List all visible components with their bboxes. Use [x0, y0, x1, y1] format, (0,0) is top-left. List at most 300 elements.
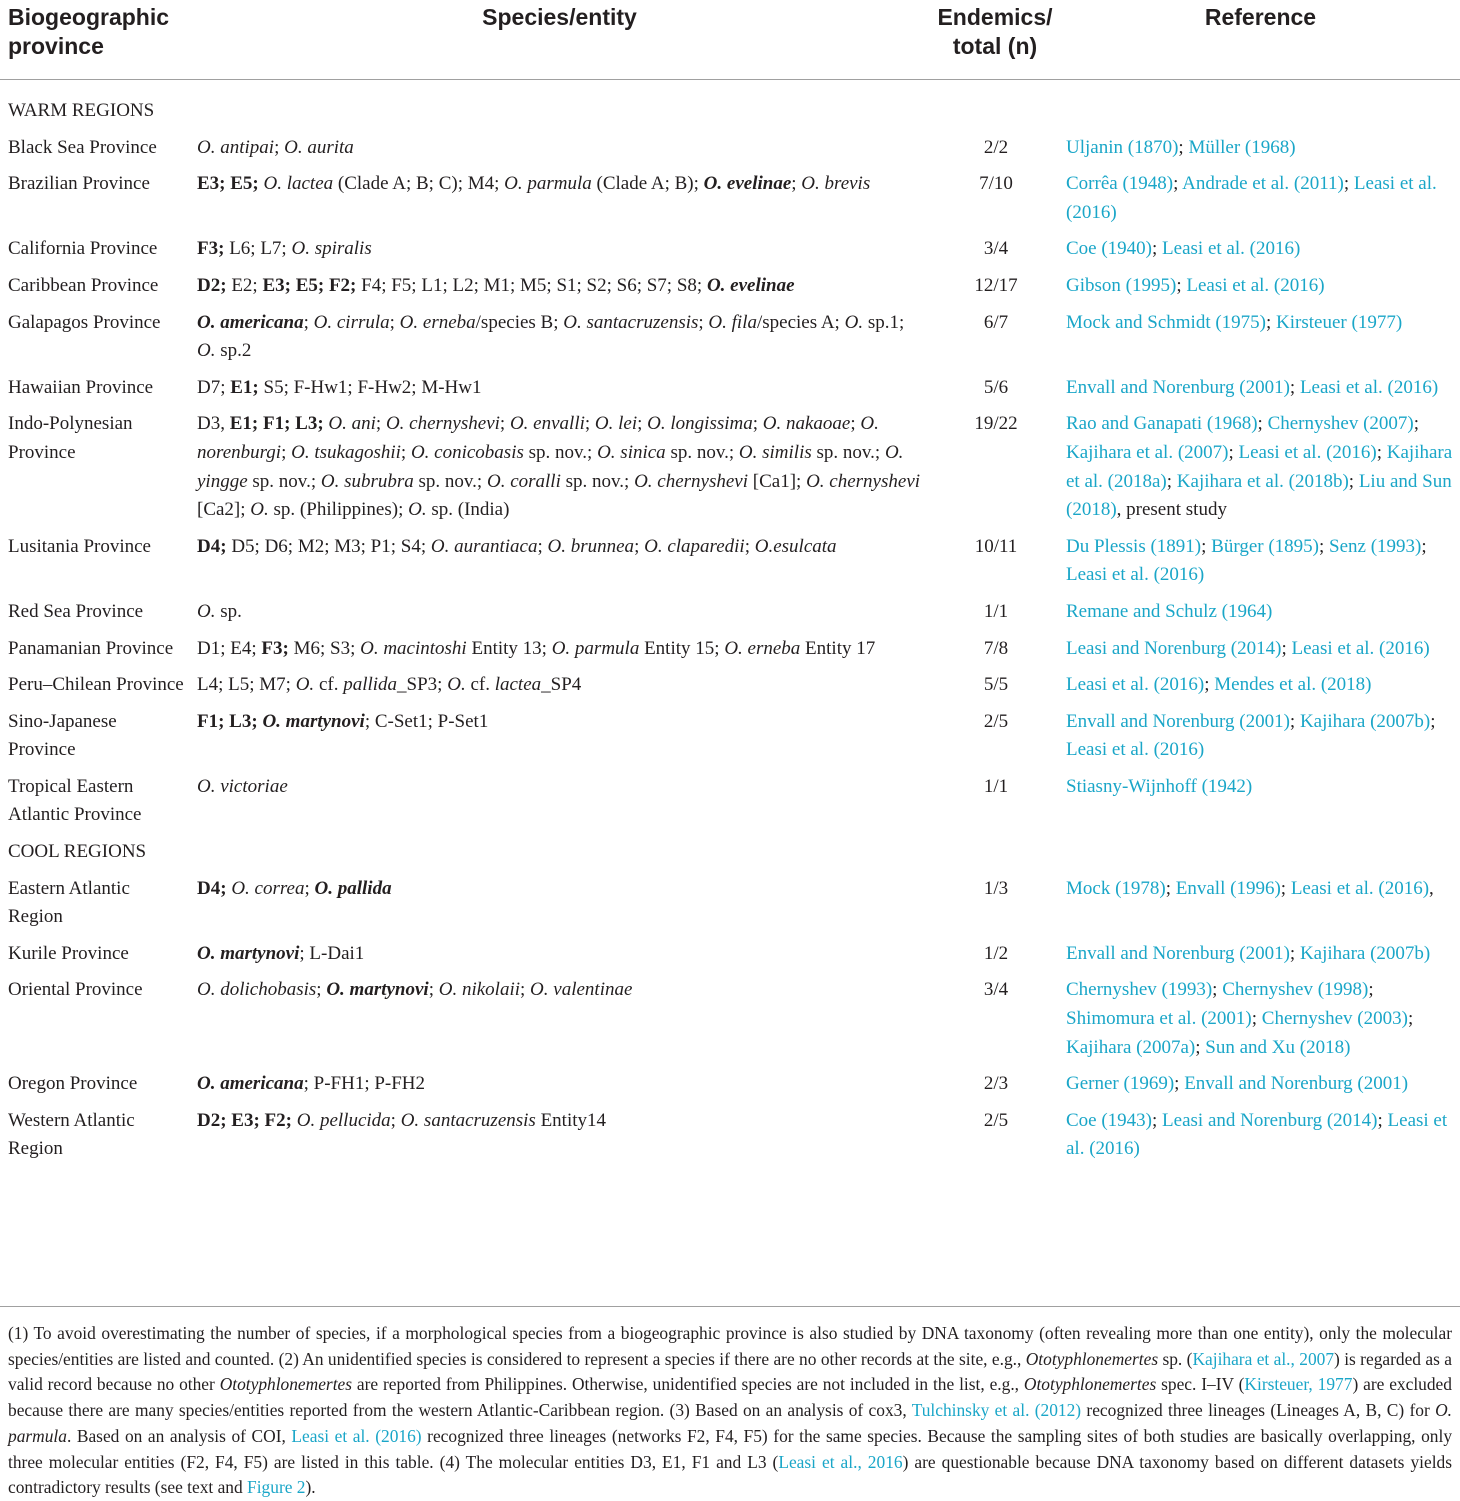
table-row [0, 708, 1460, 773]
species-text: O. martynovi [262, 710, 365, 732]
footnote-text: Ototyphlonemertes [1023, 1374, 1157, 1395]
table-row [0, 773, 1460, 838]
reference-link[interactable]: Stiasny-Wijnhoff (1942) [1066, 775, 1253, 797]
species-text: sp.2 [215, 340, 252, 362]
region-label: COOL REGIONS [8, 841, 147, 863]
reference-link[interactable]: Kajihara et al., 2007 [1192, 1348, 1335, 1369]
species-text: O. americana [197, 1073, 304, 1095]
species-text: D1; E4; [197, 637, 262, 659]
species-text: pallida [343, 674, 398, 696]
table-row [0, 671, 1460, 708]
reference-cell [1061, 940, 1460, 977]
species-cell [188, 272, 931, 309]
species-text: O. americana [197, 311, 304, 333]
reference-text: ; [1430, 710, 1436, 732]
province-cell: Oregon Province [8, 1073, 138, 1095]
species-text: E3; E5; F2; [262, 274, 357, 296]
footnote-text: ) is regarded as a valid record because no other [8, 1348, 1452, 1395]
species-text: L4; L5; M7; [197, 674, 296, 696]
reference-text: ; [1174, 1073, 1185, 1095]
reference-link[interactable]: Leasi et al. (2016) [1290, 877, 1430, 899]
reference-cell [1061, 1070, 1460, 1107]
table-row [0, 976, 1460, 1070]
footnote-text: (1) To avoid overestimating the number of species, if a morphological species from a biogeographic province is also studied by DNA taxonomy (often revealing more than one entity), only the molecular species/entities are listed and counted. (2) An unidentified species is considered to represent a species if there are no other records at the site, e.g., [8, 1323, 1452, 1369]
reference-cell [1061, 235, 1460, 272]
endemics-cell: 1/3 [983, 877, 1009, 899]
species-cell [188, 976, 931, 1070]
species-text: sp. (India) [426, 499, 510, 521]
reference-text: ; [1204, 674, 1215, 696]
reference-text: ; [1421, 535, 1427, 557]
reference-cell [1061, 309, 1460, 374]
reference-link[interactable]: Leasi et al. (2016) [1066, 173, 1437, 223]
reference-link[interactable]: Shimomura et al. (2001) [1066, 1008, 1252, 1030]
reference-link[interactable]: Kajihara (2007b) [1299, 710, 1431, 732]
footnote-text: are reported from Philippines. Otherwise, unidentified species are not included in the list, e.g., [352, 1374, 1024, 1395]
species-text: F4; F5; L1; L2; M1; M5; S1; S2; S6; S7; S8; [356, 274, 707, 296]
province-cell: Brazilian Province [8, 173, 150, 195]
province-cell: Galapagos Province [8, 311, 161, 333]
species-text: ; L-Dai1 [299, 942, 365, 964]
species-text: ; [303, 311, 314, 333]
species-cell [188, 410, 931, 532]
species-text: O. ani [328, 413, 376, 435]
table-header [0, 0, 1460, 80]
species-text: O. brevis [801, 173, 871, 195]
species-text: sp. nov.; [560, 470, 635, 492]
species-text: O. chernyshevi [385, 413, 500, 435]
endemics-cell: 2/2 [983, 136, 1009, 158]
species-text: ; [752, 413, 763, 435]
endemics-cell: 2/3 [983, 1073, 1009, 1095]
species-text: ; [537, 535, 548, 557]
species-text: L6; L7; [224, 238, 292, 260]
region-label: WARM REGIONS [8, 100, 155, 121]
species-text: O. yingge [197, 441, 904, 492]
species-text: [Ca2]; [197, 499, 251, 521]
species-text: ; [520, 979, 531, 1001]
reference-cell [1061, 272, 1460, 309]
reference-link[interactable]: Kirsteuer (1977) [1276, 311, 1403, 333]
reference-text: ; [1343, 173, 1354, 195]
reference-text: ; [1173, 173, 1183, 195]
species-text: O. lactea [263, 173, 334, 195]
species-text: O. norenburgi [197, 413, 879, 463]
species-text: O. longissima [647, 413, 753, 435]
reference-link[interactable]: Leasi et al. (2016) [1299, 376, 1439, 398]
species-text: Entity 17 [800, 637, 876, 659]
reference-link[interactable]: Mock (1978) [1066, 877, 1166, 899]
reference-link[interactable]: Tulchinsky et al. (2012) [911, 1400, 1082, 1421]
province-cell: Peru–Chilean Province [8, 674, 184, 696]
endemics-cell: 12/17 [974, 274, 1018, 296]
species-cell [188, 170, 931, 235]
species-cell [188, 1070, 931, 1107]
table-footnote [0, 1306, 1460, 1501]
reference-cell [1061, 134, 1460, 171]
footnote-text: ). [305, 1477, 316, 1498]
species-text: (Clade A; B; C); M4; [333, 173, 505, 195]
reference-text: , present study [1116, 499, 1227, 521]
species-text: E1; F1; L3; [229, 413, 324, 435]
reference-link[interactable]: Leasi et al. (2016) [1066, 739, 1205, 761]
species-text: ; [389, 311, 400, 333]
reference-link[interactable]: Leasi et al. (2016) [1238, 441, 1377, 463]
species-text: ; [375, 413, 386, 435]
species-text: Entity 15; [639, 637, 725, 659]
species-text: F3; [197, 238, 225, 260]
reference-text: ; [1289, 710, 1300, 732]
species-text: ; [499, 413, 510, 435]
species-text: O. parmula [551, 637, 640, 659]
species-text: ; [274, 136, 285, 158]
reference-link[interactable]: Du Plessis (1891) [1066, 535, 1202, 557]
species-cell [188, 1107, 931, 1172]
species-text: O. macintoshi [360, 637, 467, 659]
reference-cell [1061, 170, 1460, 235]
province-cell: California Province [8, 238, 158, 260]
species-text: O. tsukagoshii [291, 441, 401, 463]
species-text: sp. nov.; [665, 441, 739, 463]
species-text: D2; E3; F2; [197, 1109, 292, 1131]
reference-text: ; [1376, 441, 1387, 463]
species-text: O. pallida [314, 877, 392, 899]
reference-link[interactable]: Liu and Sun (2018) [1066, 470, 1452, 521]
reference-cell [1061, 671, 1460, 708]
reference-link[interactable]: Kirsteuer, 1977 [1244, 1374, 1353, 1395]
reference-text: ; [1377, 1109, 1388, 1131]
province-cell: Hawaiian Province [8, 376, 154, 398]
species-text: O. erneba [724, 637, 801, 659]
reference-text: ; [1289, 376, 1300, 398]
species-text: O. evelinae [703, 173, 792, 195]
reference-link[interactable]: Uljanin (1870) [1066, 136, 1179, 158]
reference-link[interactable]: Leasi et al. (2016) [1186, 274, 1325, 296]
endemics-cell: 5/6 [983, 376, 1009, 398]
reference-link[interactable]: Leasi and Norenburg (2014) [1162, 1109, 1378, 1131]
endemics-cell: 3/4 [983, 238, 1009, 260]
endemics-cell: 1/1 [983, 775, 1009, 797]
species-text: ; [304, 877, 315, 899]
footnote-text: ) are questionable because DNA taxonomy based on different datasets yields contradictory results (see text and [8, 1451, 1453, 1498]
species-cell [188, 671, 931, 708]
reference-text: ; [1407, 1008, 1414, 1030]
species-text: O. aurita [284, 136, 354, 158]
table-row [0, 1070, 1460, 1107]
species-text: O. correa [231, 877, 305, 899]
reference-link[interactable]: Remane and Schulz (1964) [1066, 600, 1273, 622]
reference-text: ; [1281, 637, 1292, 659]
province-cell: Oriental Province [8, 979, 143, 1001]
species-text: O. erneba [399, 311, 476, 333]
species-cell [188, 235, 931, 272]
reference-link[interactable]: Kajihara et al. (2018a) [1066, 441, 1453, 492]
species-text: O. [844, 311, 864, 333]
species-text: O. santacruzensis [563, 311, 699, 333]
reference-link[interactable]: Bürger (1895) [1211, 535, 1319, 557]
species-text: D4; [197, 535, 227, 557]
endemics-cell: 2/5 [983, 710, 1009, 732]
species-text: ; [850, 413, 861, 435]
species-text: O. [447, 674, 466, 696]
reference-cell [1061, 976, 1460, 1070]
species-text: sp. [215, 600, 242, 622]
table-row [0, 875, 1460, 940]
reference-text: ; [1178, 136, 1189, 158]
species-text: D7; [197, 376, 231, 398]
reference-text: ; [1251, 1008, 1262, 1030]
species-text: O. envalli [509, 413, 585, 435]
reference-link[interactable]: Figure 2 [247, 1477, 306, 1498]
species-cell [188, 875, 931, 940]
species-text: ; [634, 535, 645, 557]
reference-link[interactable]: Leasi et al. (2016) [1066, 1109, 1448, 1160]
species-cell [188, 309, 931, 374]
table-row [0, 272, 1460, 309]
species-text: O. parmula [504, 173, 592, 195]
table-row [0, 635, 1460, 672]
reference-link[interactable]: Coe (1943) [1066, 1109, 1153, 1131]
province-cell: Indo-Polynesian Province [8, 413, 133, 463]
reference-text: ; [1257, 413, 1268, 435]
reference-cell [1061, 635, 1460, 672]
reference-text: ; [1413, 413, 1420, 435]
footnote-text: recognized three lineages (Lineages A, B, C) for [1081, 1400, 1436, 1421]
province-cell: Western Atlantic Region [8, 1109, 135, 1160]
species-text: O. subrubra [320, 470, 414, 492]
endemics-cell: 1/2 [983, 942, 1009, 964]
reference-link[interactable]: Envall and Norenburg (2001) [1066, 942, 1290, 964]
species-text: lactea [494, 674, 542, 696]
reference-link[interactable]: Envall (1996) [1175, 877, 1281, 899]
reference-text: ; [1212, 979, 1223, 1001]
table-row [0, 940, 1460, 977]
species-text: _SP3; [397, 674, 448, 696]
reference-text: ; [1368, 979, 1374, 1001]
table-row [0, 598, 1460, 635]
reference-link[interactable]: Mock and Schmidt (1975) [1066, 311, 1267, 333]
endemics-cell: 5/5 [983, 674, 1009, 696]
reference-link[interactable]: Kajihara (2007b) [1299, 942, 1431, 964]
footnote-text: Ototyphlonemertes [219, 1374, 353, 1395]
species-text: D2; [197, 274, 227, 296]
species-text: O. martynovi [197, 942, 300, 964]
endemics-cell: 3/4 [983, 979, 1009, 1001]
reference-text: ; [1165, 877, 1176, 899]
species-text: O. martynovi [326, 979, 429, 1001]
footnote-text: . Based on an analysis of COI, [66, 1425, 292, 1446]
region-header [0, 838, 1460, 875]
table-row [0, 309, 1460, 374]
reference-text: ; [1280, 877, 1291, 899]
species-text: cf. [465, 674, 495, 696]
reference-link[interactable]: Envall and Norenburg (2001) [1184, 1073, 1409, 1095]
table-row [0, 374, 1460, 411]
species-text: O.esulcata [754, 535, 837, 557]
reference-text: ; [1152, 238, 1163, 260]
reference-cell [1061, 533, 1460, 598]
endemics-cell: 19/22 [974, 413, 1018, 435]
species-text: M6; S3; [288, 637, 361, 659]
reference-link[interactable]: Andrade et al. (2011) [1182, 173, 1344, 195]
species-text: ; [428, 979, 439, 1001]
reference-link[interactable]: Rao and Ganapati (1968) [1066, 413, 1258, 435]
endemics-cell: 1/1 [983, 600, 1009, 622]
species-text: O. chernyshevi [806, 470, 921, 492]
species-text: O. brunnea [547, 535, 635, 557]
reference-link[interactable]: Chernyshev (1993) [1066, 979, 1213, 1001]
species-text: O. spiralis [291, 238, 372, 260]
reference-link[interactable]: Gibson (1995) [1066, 274, 1177, 296]
species-text: F3; [261, 637, 289, 659]
species-text: O. valentinae [530, 979, 633, 1001]
species-text: O. santacruzensis [400, 1109, 536, 1131]
table-body [0, 80, 1460, 1173]
species-text: ; P-FH1; P-FH2 [303, 1073, 426, 1095]
species-text: sp. (Philippines); [268, 499, 409, 521]
province-cell: Sino-Japanese Province [8, 710, 117, 761]
reference-link[interactable]: Leasi et al., 2016 [778, 1451, 903, 1472]
reference-link[interactable]: Coe (1940) [1066, 238, 1153, 260]
header-province: Biogeographic province [0, 0, 188, 80]
species-text: O. [408, 499, 427, 521]
reference-link[interactable]: Envall and Norenburg (2001) [1066, 376, 1290, 398]
species-text: O. [197, 600, 216, 622]
species-text: O. nakaoae [762, 413, 851, 435]
species-text: E1; [230, 376, 259, 398]
province-cell: Black Sea Province [8, 136, 157, 158]
species-text: O. cirrula [313, 311, 390, 333]
species-text: D4; [197, 877, 227, 899]
species-text: O. evelinae [706, 274, 795, 296]
table-row [0, 170, 1460, 235]
species-text: O. nikolaii [438, 979, 521, 1001]
table-row [0, 1107, 1460, 1172]
region-header [0, 80, 1460, 134]
species-text: O. aurantiaca [430, 535, 538, 557]
species-text: (Clade A; B); [591, 173, 704, 195]
species-cell [188, 635, 931, 672]
province-cell: Eastern Atlantic Region [8, 877, 130, 928]
species-text: ; [281, 441, 292, 463]
reference-link[interactable]: Kajihara et al. (2018b) [1176, 470, 1349, 492]
reference-link[interactable]: Müller (1968) [1188, 136, 1296, 158]
endemics-cell: 7/8 [983, 637, 1009, 659]
table-row [0, 410, 1460, 532]
species-text: sp. nov.; [247, 470, 321, 492]
reference-cell [1061, 773, 1460, 838]
species-text: cf. [314, 674, 344, 696]
endemics-cell: 10/11 [974, 535, 1018, 557]
reference-link[interactable]: Kajihara et al. (2007) [1066, 441, 1229, 463]
reference-link[interactable]: Leasi et al. (2016) [1162, 238, 1301, 260]
province-cell: Tropical Eastern Atlantic Province [8, 775, 142, 826]
species-text: ; [791, 173, 802, 195]
endemics-cell: 7/10 [979, 173, 1013, 195]
species-text: O. victoriae [197, 775, 288, 797]
species-text: [Ca1]; [748, 470, 807, 492]
species-text: _SP4 [541, 674, 582, 696]
species-text: /species A; [756, 311, 845, 333]
species-text: ; [744, 535, 755, 557]
footnote-text: recognized three lineages (networks F2, F4, F5) for the same species. Because the sampling sites of both studies are basically overlapping, only three molecular entities (F2, F4, F5) are listed in this table. (4) The molecular entities D3, E1, F1 and L3 ( [8, 1425, 1453, 1472]
reference-link[interactable]: Leasi et al. (2016) [1291, 637, 1430, 659]
footnote-text: Ototyphlonemertes [1025, 1348, 1159, 1369]
species-cell [188, 134, 931, 171]
species-text: E2; [226, 274, 263, 296]
species-text: ; [316, 979, 327, 1001]
reference-link[interactable]: Chernyshev (2007) [1267, 413, 1414, 435]
species-text: O. coralli [486, 470, 561, 492]
species-text: O. [197, 340, 216, 362]
table-row [0, 533, 1460, 598]
reference-link[interactable]: Sun and Xu (2018) [1205, 1036, 1351, 1058]
species-cell [188, 708, 931, 773]
reference-cell [1061, 374, 1460, 411]
endemics-cell: 6/7 [983, 311, 1009, 333]
reference-link[interactable]: Corrêa (1948) [1066, 173, 1174, 195]
reference-link[interactable]: Gerner (1969) [1066, 1073, 1175, 1095]
reference-link[interactable]: Leasi and Norenburg (2014) [1066, 637, 1282, 659]
reference-link[interactable]: Leasi et al. (2016) [1066, 564, 1205, 586]
reference-link[interactable]: Leasi et al. (2016) [1066, 674, 1205, 696]
reference-text: ; [1152, 1109, 1163, 1131]
reference-cell [1061, 598, 1460, 635]
table-row [0, 235, 1460, 272]
species-text: ; [637, 413, 648, 435]
species-text: O. fila [708, 311, 757, 333]
species-text: ; [584, 413, 595, 435]
province-cell: Kurile Province [8, 942, 129, 964]
species-text: O. similis [738, 441, 812, 463]
footnote-text: ) are excluded because there are many species/entities reported from the western Atlantic-Caribbean region. (3) Based on an analysis of cox3, [8, 1374, 1452, 1421]
reference-link[interactable]: Chernyshev (1998) [1222, 979, 1369, 1001]
species-cell [188, 374, 931, 411]
species-text: O. chernyshevi [634, 470, 749, 492]
reference-text: ; [1348, 470, 1359, 492]
species-text: sp. nov.; [811, 441, 885, 463]
reference-cell [1061, 1107, 1460, 1172]
species-text: O. [250, 499, 269, 521]
reference-link[interactable]: Senz (1993) [1329, 535, 1422, 557]
species-text: ; C-Set1; P-Set1 [364, 710, 489, 732]
header-endemics: Endemics/ total (n) [931, 0, 1061, 80]
endemics-cell: 2/5 [983, 1109, 1009, 1131]
species-text: F1; L3; [197, 710, 258, 732]
province-cell: Panamanian Province [8, 637, 174, 659]
footnote-text: spec. I–IV ( [1156, 1374, 1245, 1395]
reference-link[interactable]: Mendes et al. (2018) [1214, 674, 1372, 696]
species-text: O. lei [594, 413, 638, 435]
reference-cell [1061, 875, 1460, 940]
reference-text: ; [1318, 535, 1330, 557]
species-text: O. [295, 674, 315, 696]
reference-link[interactable]: Kajihara (2007a) [1066, 1036, 1196, 1058]
reference-link[interactable]: Leasi et al. (2016) [291, 1425, 422, 1446]
reference-text: ; [1195, 1036, 1206, 1058]
species-text: O. antipai [197, 136, 275, 158]
footnote-text: sp. ( [1158, 1348, 1193, 1369]
reference-cell [1061, 708, 1460, 773]
reference-link[interactable]: Chernyshev (2003) [1261, 1008, 1408, 1030]
reference-link[interactable]: Envall and Norenburg (2001) [1066, 710, 1290, 732]
species-text: O. dolichobasis [197, 979, 317, 1001]
species-cell [188, 773, 931, 838]
species-text: sp. nov.; [413, 470, 487, 492]
reference-text: ; [1289, 942, 1300, 964]
reference-text: ; [1176, 274, 1187, 296]
species-text: O. sinica [597, 441, 666, 463]
